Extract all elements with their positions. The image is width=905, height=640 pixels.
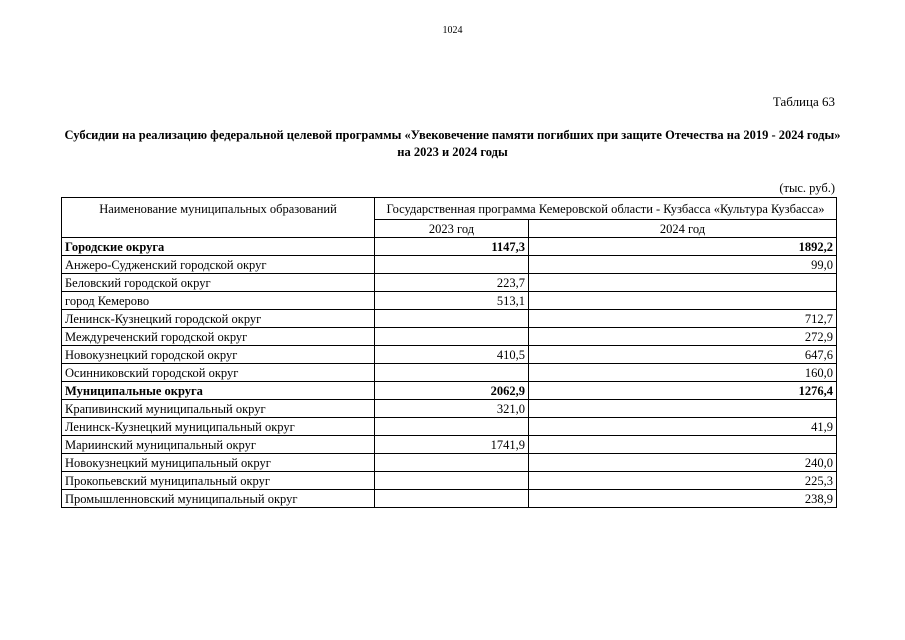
value-2024: 1276,4: [529, 382, 837, 400]
value-2023: 513,1: [375, 292, 529, 310]
value-2024: [529, 436, 837, 454]
value-2024: [529, 292, 837, 310]
value-2024: 238,9: [529, 490, 837, 508]
value-2023: 2062,9: [375, 382, 529, 400]
municipality-name: Прокопьевский муниципальный округ: [62, 472, 375, 490]
group-row: [62, 382, 837, 400]
document-title: Субсидии на реализацию федеральной целевой программы «Увековечение памяти погибших при защите Отечества на 2019 - 2024 годы» на 2023 и 2024 годы: [64, 128, 841, 159]
value-2024: 647,6: [529, 346, 837, 364]
value-2024: 99,0: [529, 256, 837, 274]
municipality-name: Междуреченский городской округ: [62, 328, 375, 346]
table-row: [62, 400, 837, 418]
value-2023: 321,0: [375, 400, 529, 418]
table-row: [62, 310, 837, 328]
table-row: [62, 472, 837, 490]
value-2023: [375, 490, 529, 508]
table-body: [62, 238, 837, 508]
table-row: [62, 364, 837, 382]
column-header-name: Наименование муниципальных образований: [62, 198, 375, 238]
column-header-2023: 2023 год: [375, 220, 529, 238]
table-label: Таблица 63: [772, 94, 835, 109]
value-2023: [375, 364, 529, 382]
subsidy-table: [61, 197, 837, 508]
municipality-name: Крапивинский муниципальный округ: [62, 400, 375, 418]
value-2023: [375, 418, 529, 436]
group-row: [62, 238, 837, 256]
municipality-name: Новокузнецкий городской округ: [62, 346, 375, 364]
table-row: [62, 274, 837, 292]
value-2023: [375, 454, 529, 472]
table-row: [62, 328, 837, 346]
municipality-name: Беловский городской округ: [62, 274, 375, 292]
value-2023: 410,5: [375, 346, 529, 364]
table-header-row: [62, 198, 837, 220]
value-2023: 223,7: [375, 274, 529, 292]
municipality-name: Осинниковский городской округ: [62, 364, 375, 382]
value-2024: 712,7: [529, 310, 837, 328]
value-2023: [375, 328, 529, 346]
value-2024: 1892,2: [529, 238, 837, 256]
table-row: [62, 292, 837, 310]
value-2024: 41,9: [529, 418, 837, 436]
table-row: [62, 418, 837, 436]
municipality-name: Ленинск-Кузнецкий городской округ: [62, 310, 375, 328]
value-2024: 240,0: [529, 454, 837, 472]
municipality-name: Муниципальные округа: [62, 382, 375, 400]
table-row: [62, 436, 837, 454]
municipality-name: Анжеро-Судженский городской округ: [62, 256, 375, 274]
table-row: [62, 256, 837, 274]
page-number: 1024: [442, 25, 463, 36]
value-2023: [375, 256, 529, 274]
value-2024: 272,9: [529, 328, 837, 346]
value-2024: 160,0: [529, 364, 837, 382]
municipality-name: Новокузнецкий муниципальный округ: [62, 454, 375, 472]
units-label: (тыс. руб.): [779, 181, 835, 195]
municipality-name: Ленинск-Кузнецкий муниципальный округ: [62, 418, 375, 436]
value-2023: 1741,9: [375, 436, 529, 454]
municipality-name: Промышленновский муниципальный округ: [62, 490, 375, 508]
value-2024: 225,3: [529, 472, 837, 490]
column-header-2024: 2024 год: [529, 220, 837, 238]
municipality-name: город Кемерово: [62, 292, 375, 310]
municipality-name: Мариинский муниципальный округ: [62, 436, 375, 454]
table-row: [62, 490, 837, 508]
table-row: [62, 346, 837, 364]
value-2024: [529, 274, 837, 292]
value-2023: [375, 310, 529, 328]
table-row: [62, 454, 837, 472]
column-header-program: Государственная программа Кемеровской области - Кузбасса «Культура Кузбасса»: [375, 198, 837, 220]
value-2023: [375, 472, 529, 490]
value-2024: [529, 400, 837, 418]
value-2023: 1147,3: [375, 238, 529, 256]
municipality-name: Городские округа: [62, 238, 375, 256]
